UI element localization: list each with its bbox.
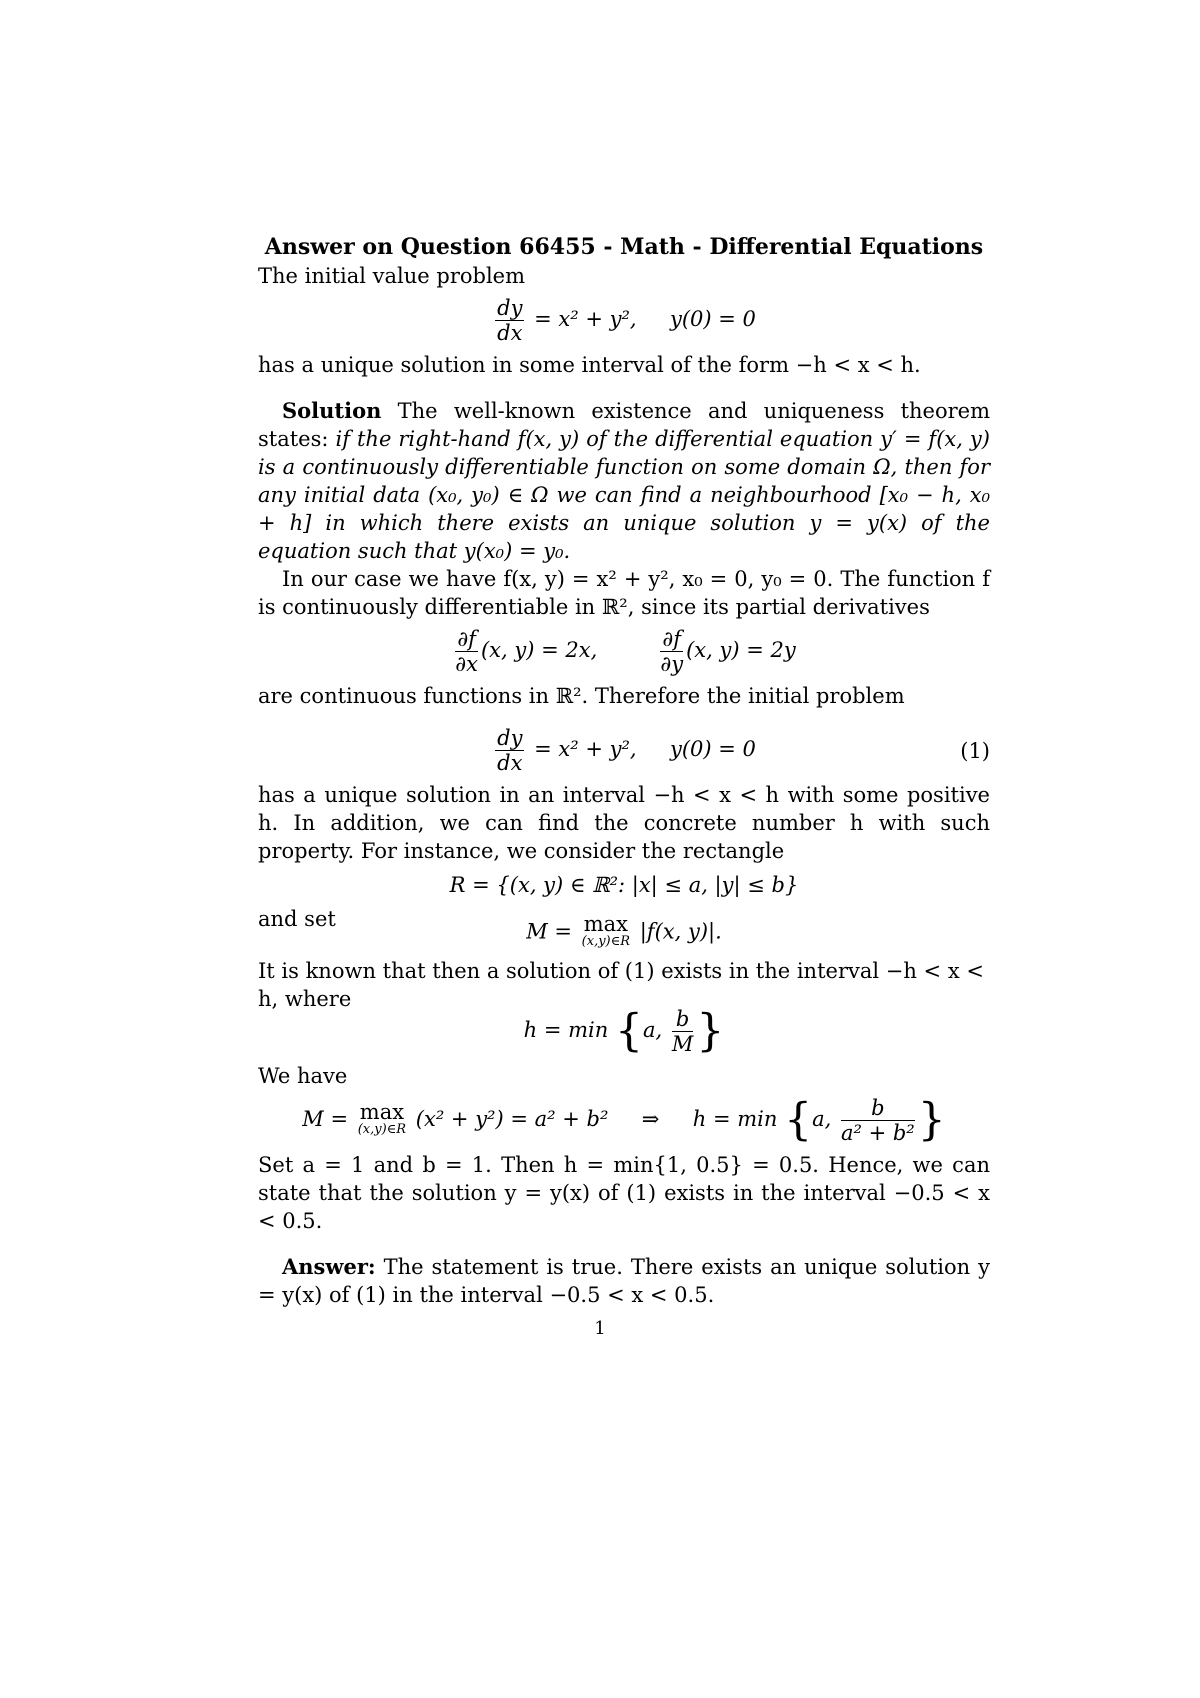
fraction-dy-dx: $\frac{dy}{dx}$ [497,296,523,345]
equation-rectangle: R = {(x, y) ∈ ℝ²: |x| ≤ a, |y| ≤ b} [449,873,799,897]
equation-ivp [258,296,990,345]
solution-paragraph [258,397,990,565]
fraction-b-a2b2: $\frac{b}{\text{a² + b²}}$ [840,1096,915,1145]
fraction-b-m: $\frac{b}{M}$ [671,1007,694,1056]
equation-final: M = max (x,y)∈R (x² + y²) = a² + b² ⇒ h = min {a, $\frac{b}{\text{a² + b²}}$ } [302,1094,946,1146]
equation-m-rhs: |f(x, y)|. [639,919,722,944]
and-set-text: and set [258,907,336,931]
we-have-text: We have [258,1064,348,1088]
intro-after-text: has a unique solution in some interval of the form −h < x < h. [258,353,921,377]
page-number: 1 [594,1318,606,1339]
set-text: Set a = 1 and b = 1. Then h = min{1, 0.5} = 0.5. Hence, we can state that the solution y = y(x) of (1) exists in the interval −0.5 < x < 0.5. [258,1153,990,1233]
after-eq1-text: has a unique solution in an interval −h < x < h with some positive h. In addition, we can find the concrete number h with such property. For instance, we consider the rectangle [258,783,990,863]
equation-1-rhs: = x² + y², [534,737,637,761]
document-title: Answer on Question 66455 - Math - Differential Equations [264,234,984,260]
answer-text: The statement is true. There exists an unique solution y = y(x) of (1) in the interval −0.5 < x < 0.5. [258,1255,990,1307]
equation-ivp-condition: y(0) = 0 [669,307,756,331]
equation-partials [258,627,990,676]
answer-paragraph [258,1253,990,1309]
answer-label: Answer: [282,1254,376,1279]
implies-arrow: ⇒ [641,1107,660,1131]
max-operator: max (x,y)∈R [581,912,631,949]
partial-y-value: (x, y) = 2y [686,638,796,662]
case-paragraph: In our case we have f(x, y) = x² + y², x₀ = 0, y₀ = 0. The function f is continuously differentiable in ℝ², since its partial derivatives [258,567,990,619]
equation-1 [258,726,990,775]
max-operator-final: max (x,y)∈R [357,1099,407,1137]
equation-ivp-rhs: = x² + y², [534,307,637,331]
continuous-text: are continuous functions in ℝ². Therefore the initial problem [258,684,905,708]
document-body [258,232,990,1309]
fraction-df-dy: $\frac{\partial f}{\partial y}$ [660,627,684,676]
equation-h-lhs: h = min [523,1018,609,1042]
fraction-dy-dx-1: $\frac{dy}{dx}$ [497,726,523,775]
equation-m [258,912,990,951]
theorem-text: if the right-hand f(x, y) of the differential equation y′ = f(x, y) is a continuously differentiable function on some domain Ω, then for any initial data (x₀, y₀) ∈ Ω we can find a neighbourhood [x₀ − h, x₀ + h] in which there exists an unique solution y = y(x) of the equation such that y(x₀) = y₀. [258,427,990,563]
equation-m-lhs: M = [526,919,572,944]
intro-text: The initial value problem [258,264,526,288]
partial-x-value: (x, y) = 2x, [480,638,598,662]
equation-1-condition: y(0) = 0 [669,737,756,761]
known-text: It is known that then a solution of (1) exists in the interval −h < x < h, where [258,959,984,1011]
equation-1-number: (1) [960,738,990,763]
solution-lead: The well-known existence and uniqueness theorem states: [258,399,990,451]
fraction-df-dx: $\frac{\partial f}{\partial x}$ [455,627,478,676]
solution-label: Solution [282,398,382,423]
equation-h: h = min {a, $\frac{b}{M}$ } [523,1005,725,1057]
